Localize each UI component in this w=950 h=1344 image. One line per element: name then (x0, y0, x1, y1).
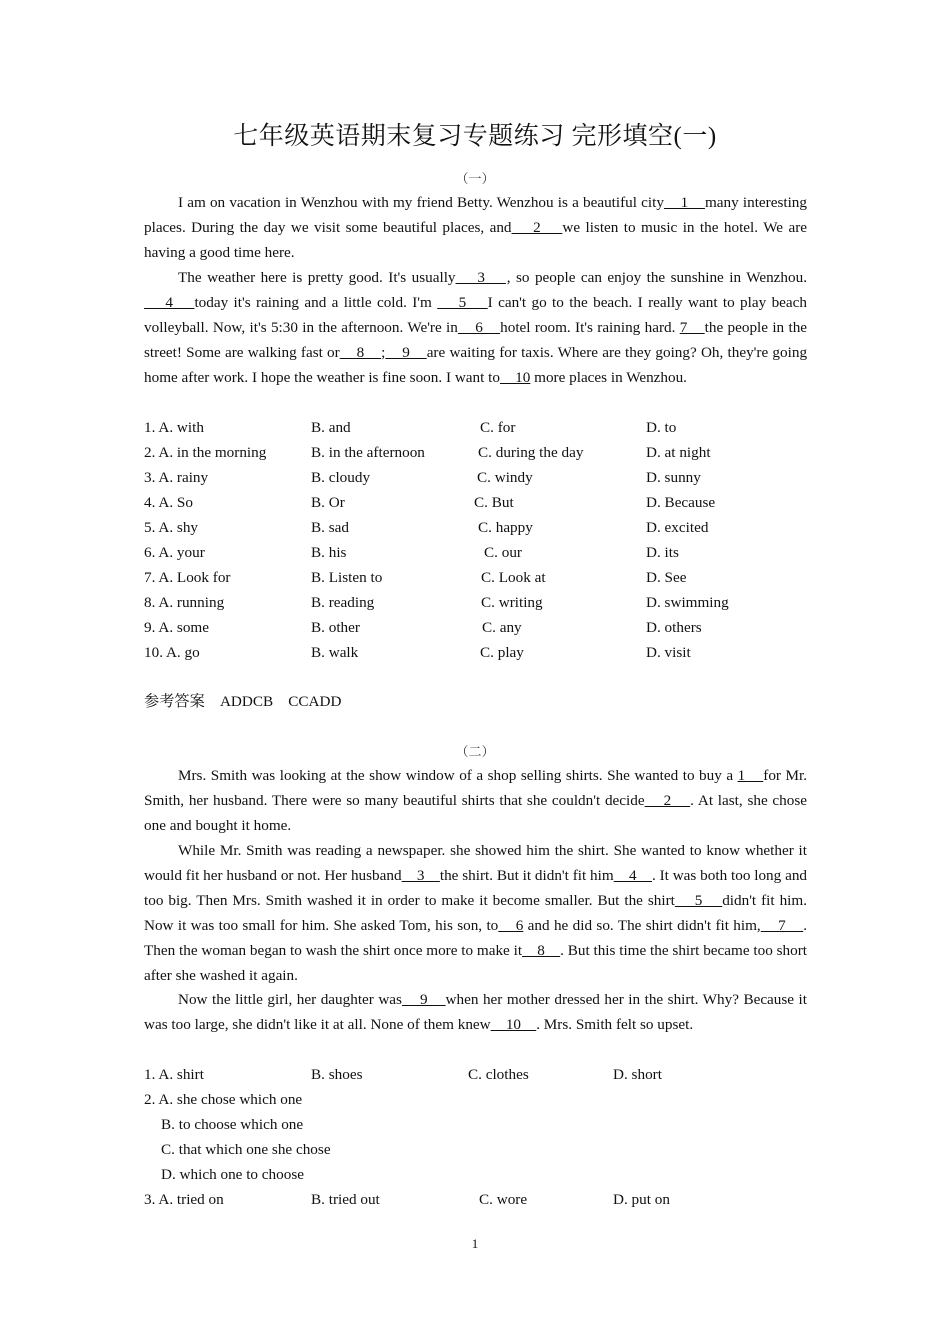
option-row (144, 1087, 807, 1112)
option-row (144, 1137, 807, 1162)
option-a: 6. A. your (144, 544, 205, 561)
option-row (144, 490, 807, 515)
option-b: B. Listen to (311, 569, 383, 586)
option-d: D. which one to choose (161, 1166, 304, 1183)
option-b: B. Or (311, 494, 345, 511)
option-b: B. and (311, 419, 351, 436)
passage-text: . But this time the shirt became too short after she washed it again. (144, 942, 807, 984)
answer-blank: 6 (457, 319, 501, 336)
option-a: 7. A. Look for (144, 569, 231, 586)
passage-1-paragraph-2 (144, 265, 807, 390)
option-a: 4. A. So (144, 494, 193, 511)
option-b: B. sad (311, 519, 349, 536)
passage-text: many interesting places. During the day we visit some beautiful places, and (144, 194, 807, 236)
passage-text: so people can enjoy the sunshine in Wenzhou. (510, 269, 808, 286)
option-d: D. its (646, 544, 679, 561)
answer-blank: 1 (737, 767, 764, 784)
option-b: B. shoes (311, 1066, 363, 1083)
option-a: 3. A. tried on (144, 1191, 224, 1208)
answer-blank: 10 (490, 1016, 537, 1033)
passage-text: I can't go to the beach. I really want to play beach volleyball. Now, it's 5:30 in the afternoon. We're in (144, 294, 807, 336)
option-row (144, 515, 807, 540)
option-c: C. for (480, 419, 516, 436)
option-b: B. in the afternoon (311, 444, 425, 461)
section-heading-2: （二） (455, 744, 495, 759)
answer-blank: 9 (385, 344, 427, 361)
option-row (144, 565, 807, 590)
option-b: B. tried out (311, 1191, 380, 1208)
answer-blank: 7 (760, 917, 804, 934)
option-a: 2. A. in the morning (144, 444, 267, 461)
section-heading-1: （一） (455, 171, 495, 186)
option-d: D. to (646, 419, 677, 436)
option-c: C. that which one she chose (161, 1141, 331, 1158)
option-a: 3. A. rainy (144, 469, 209, 486)
option-row (144, 1187, 807, 1212)
option-a: 1. A. with (144, 419, 204, 436)
option-row (144, 615, 807, 640)
option-d: D. excited (646, 519, 709, 536)
passage-text: didn't fit him. Now it was too small for him. She asked Tom, his son, to (144, 892, 807, 934)
answer-blank: 6 (498, 917, 524, 934)
option-c: C. windy (477, 469, 533, 486)
option-row (144, 440, 807, 465)
option-b: B. reading (311, 594, 375, 611)
passage-text: the shirt. But it didn't fit him (439, 867, 614, 884)
option-c: C. happy (478, 519, 533, 536)
option-row (144, 1112, 807, 1137)
answer-blank: 2 (511, 219, 563, 236)
option-c: C. wore (479, 1191, 528, 1208)
option-row (144, 1162, 807, 1187)
option-c: C. Look at (481, 569, 546, 586)
option-c: C. play (480, 644, 524, 661)
passage-text: I am on vacation in Wenzhou with my friend Betty. Wenzhou is a beautiful city (178, 194, 664, 211)
passage-text: and he did so. The shirt didn't fit him, (523, 917, 761, 934)
passage-text: Now the little girl, her daughter was (178, 991, 402, 1008)
answer-blank: 3 , (455, 269, 511, 286)
option-d: D. swimming (646, 594, 729, 611)
passage-text: when her mother dressed her in the shirt. Why? Because it was too large, she didn't like it at all. None of them knew (144, 991, 807, 1033)
passage-text: today it's raining and a little cold. I'm (194, 294, 438, 311)
option-d: D. put on (613, 1191, 670, 1208)
option-c: C. during the day (478, 444, 584, 461)
option-d: D. others (646, 619, 702, 636)
answer-blank: 7 (679, 319, 705, 336)
answer-blank: 8 (522, 942, 561, 959)
answer-blank: 8 (339, 344, 382, 361)
option-d: D. Because (646, 494, 716, 511)
option-a: 1. A. shirt (144, 1066, 204, 1083)
passage-2-paragraph-2 (144, 838, 807, 988)
option-c: C. clothes (468, 1066, 529, 1083)
passage-1-paragraph-1 (144, 190, 807, 265)
option-a: 8. A. running (144, 594, 225, 611)
option-row (144, 465, 807, 490)
option-d: D. visit (646, 644, 691, 661)
passage-text: Mrs. Smith was looking at the show window of a shop selling shirts. She wanted to buy a (178, 767, 738, 784)
option-c: C. any (482, 619, 522, 636)
option-d: D. sunny (646, 469, 701, 486)
option-row (144, 590, 807, 615)
answer-blank: 9 (401, 991, 446, 1008)
passage-text: . Then the woman began to wash the shirt once more to make it (144, 917, 807, 959)
option-a: 9. A. some (144, 619, 209, 636)
option-row (144, 540, 807, 565)
answer-blank: 5 (437, 294, 488, 311)
passage-text: ; (381, 344, 386, 361)
option-b: B. walk (311, 644, 359, 661)
passage-text: for Mr. Smith, her husband. There were so many beautiful shirts that she couldn't decide (144, 767, 808, 809)
answer-blank: 4 (144, 294, 195, 311)
passage-text: are waiting for taxis. Where are they going? Oh, they're going home after work. I hope the weather is fine soon. I want to (144, 344, 808, 386)
passage-text: . Mrs. Smith felt so upset. (536, 1016, 694, 1033)
answer-blank: 5 (674, 892, 723, 909)
passage-text: more places in Wenzhou. (530, 369, 687, 386)
option-c: C. But (474, 494, 514, 511)
passage-text: While Mr. Smith was reading a newspaper. she showed him the shirt. She wanted to know whether it would fit her husband or not. Her husband (144, 842, 807, 884)
passage-text: The weather here is pretty good. It's usually (178, 269, 456, 286)
option-b: B. other (311, 619, 360, 636)
passage-text: the people in the street! Some are walking fast or (144, 319, 808, 361)
answer-blank: 10 (499, 369, 531, 386)
passage-text: . It was both too long and too big. Then Mrs. Smith washed it in order to make it become smaller. But the shirt (144, 867, 808, 909)
page-title: 七年级英语期末复习专题练习 完形填空(一) (233, 123, 717, 150)
passage-2-paragraph-1 (144, 763, 807, 838)
option-b: B. to choose which one (161, 1116, 304, 1133)
option-c: C. our (484, 544, 522, 561)
option-c: C. writing (481, 594, 543, 611)
option-d: D. short (613, 1066, 662, 1083)
answer-blank: 1 (663, 194, 705, 211)
option-a: 10. A. go (144, 644, 200, 661)
option-d: D. at night (646, 444, 711, 461)
option-row (144, 415, 807, 440)
passage-2-paragraph-3 (144, 987, 807, 1037)
passage-text: hotel room. It's raining hard. (500, 319, 680, 336)
passage-text: . At last, she chose one and bought it home. (144, 792, 808, 834)
option-b: B. cloudy (311, 469, 371, 486)
option-b: B. his (311, 544, 347, 561)
option-d: D. See (646, 569, 687, 586)
answer-blank: 2 (644, 792, 691, 809)
answer-key: 参考答案 ADDCB CCADD (144, 693, 342, 710)
option-row (144, 640, 807, 665)
page-number: 1 (471, 1236, 479, 1251)
answer-blank: 3 (401, 867, 440, 884)
passage-text: we listen to music in the hotel. We are having a good time here. (144, 219, 807, 261)
option-row (144, 1062, 807, 1087)
option-a: 2. A. she chose which one (144, 1091, 303, 1108)
answer-blank: 4 (613, 867, 652, 884)
option-a: 5. A. shy (144, 519, 199, 536)
